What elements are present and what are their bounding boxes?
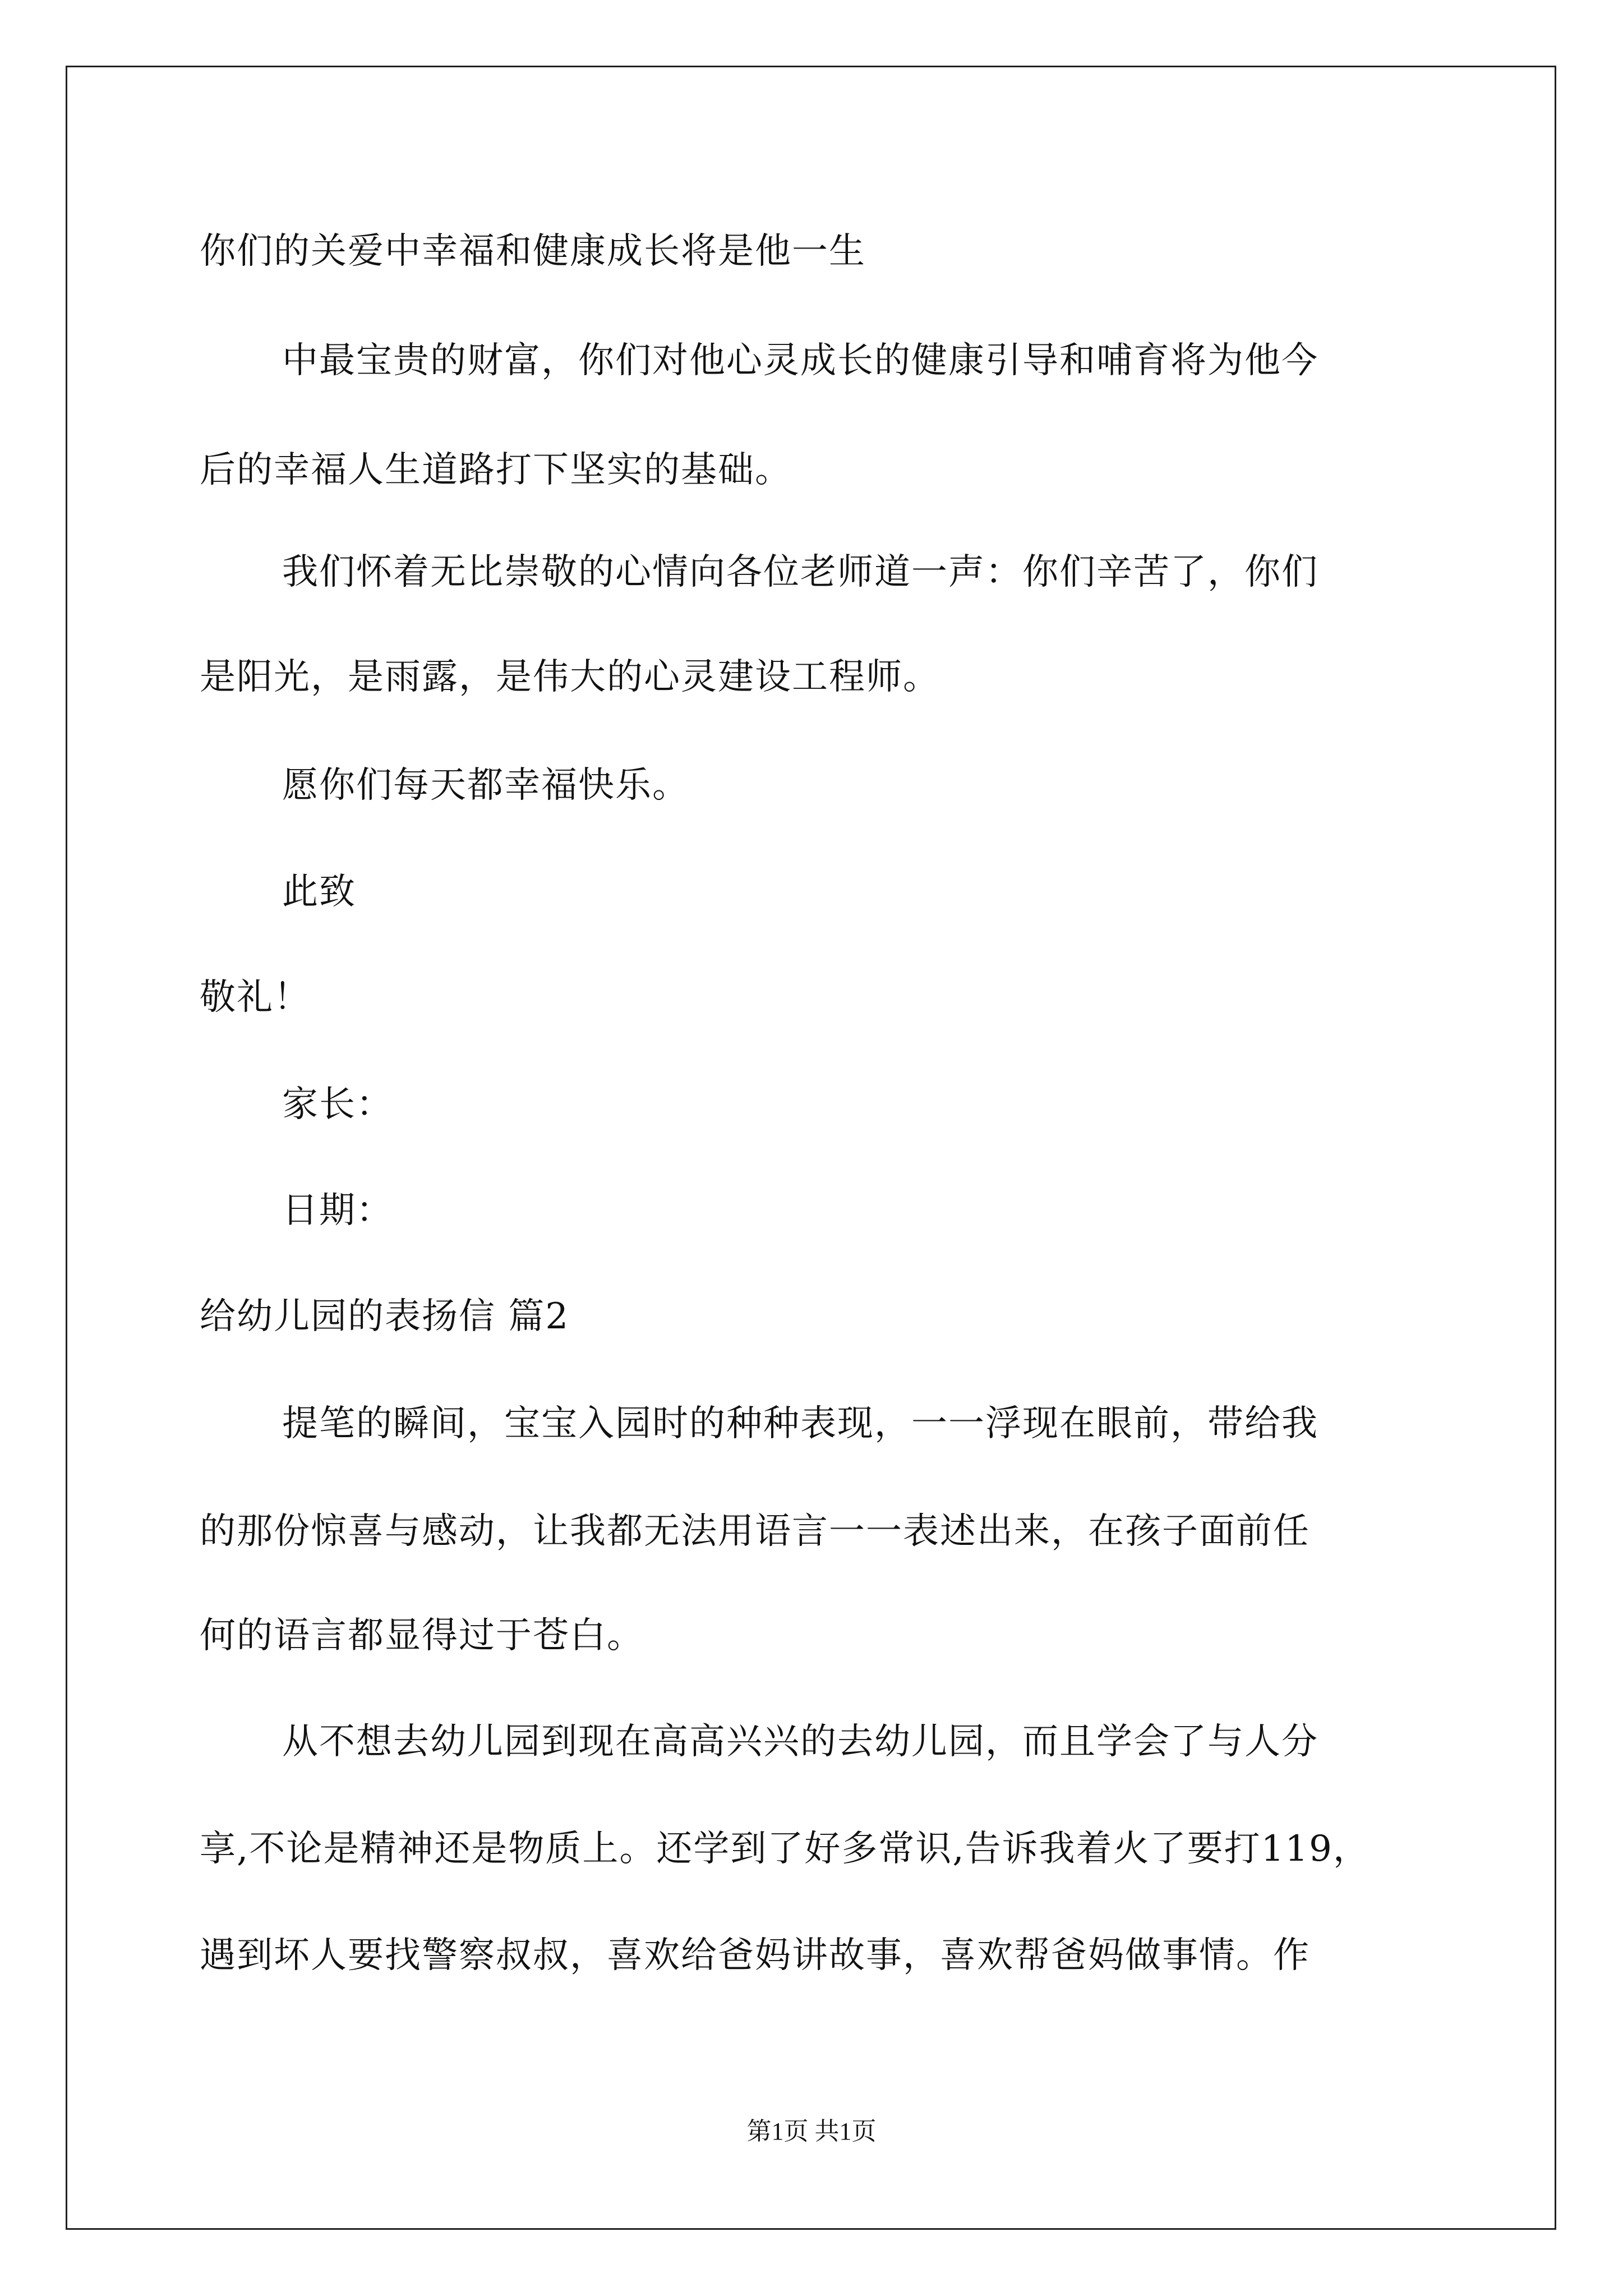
text-line: 是阳光，是雨露，是伟大的心灵建设工程师。 (200, 656, 940, 698)
text-line: 提笔的瞬间，宝宝入园时的种种表现，一一浮现在眼前，带给我 (282, 1403, 1318, 1444)
text-line: 后的幸福人生道路打下坚实的基础。 (200, 449, 792, 491)
section-heading: 给幼儿园的表扬信 篇2 (200, 1296, 570, 1337)
text-line: 此致 (282, 871, 356, 913)
text-line: 的那份惊喜与感动，让我都无法用语言一一表述出来，在孩子面前任 (200, 1511, 1310, 1552)
page-footer: 第1页 共1页 (746, 2118, 877, 2145)
text-line: 从不想去幼儿园到现在高高兴兴的去幼儿园，而且学会了与人分 (282, 1721, 1318, 1763)
text-line: 日期： (282, 1190, 393, 1231)
text-line: 何的语言都显得过于苍白。 (200, 1615, 644, 1657)
text-line: 中最宝贵的财富，你们对他心灵成长的健康引导和哺育将为他今 (282, 340, 1318, 381)
text-line: 我们怀着无比崇敬的心情向各位老师道一声：你们辛苦了，你们 (282, 551, 1318, 593)
text-line: 愿你们每天都幸福快乐。 (282, 765, 689, 806)
text-line: 敬礼！ (200, 977, 311, 1018)
text-line: 你们的关爱中幸福和健康成长将是他一生 (200, 231, 866, 272)
text-line: 遇到坏人要找警察叔叔，喜欢给爸妈讲故事，喜欢帮爸妈做事情。作 (200, 1935, 1310, 1976)
text-line: 家长： (282, 1084, 393, 1125)
page-border (66, 66, 1556, 2230)
text-line: 享,不论是精神还是物质上。还学到了好多常识,告诉我着火了要打119， (200, 1828, 1370, 1870)
